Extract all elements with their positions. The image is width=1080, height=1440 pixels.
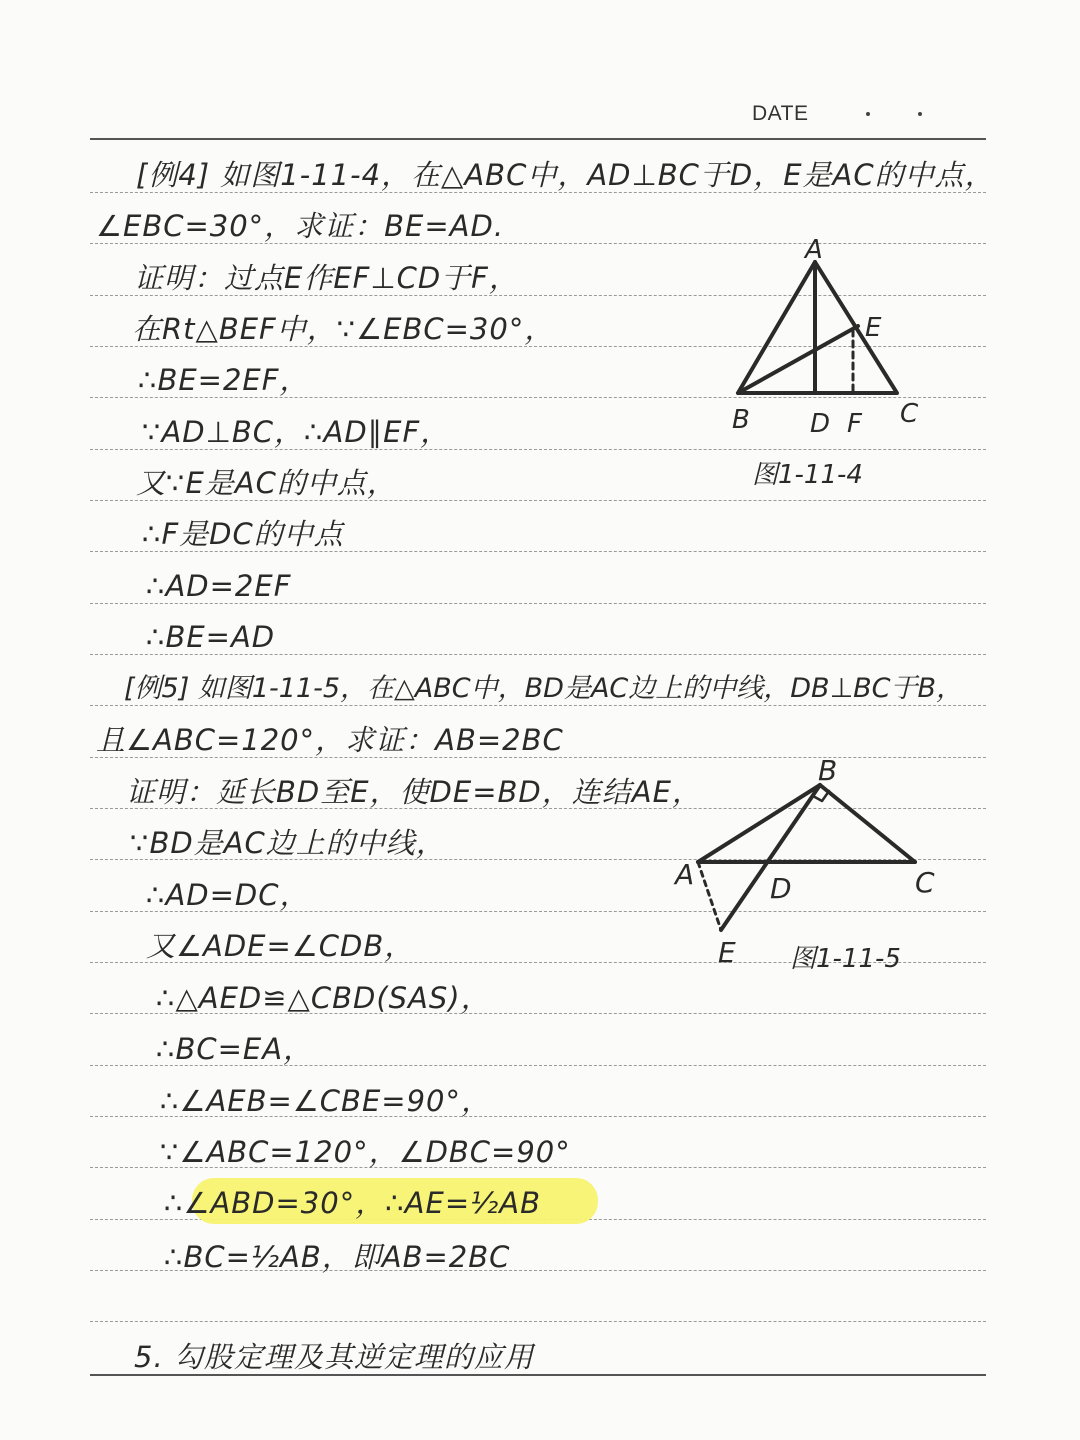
- segment-ae: [698, 862, 721, 930]
- point-label: D: [770, 872, 792, 905]
- point-label: B: [818, 754, 838, 787]
- point-label: E: [865, 313, 882, 343]
- example4-line: [例4] 如图1-11-4，在△ABC中，AD⊥BC于D，E是AC的中点，: [136, 158, 995, 192]
- example5-line: ∴BC=EA，: [156, 1032, 314, 1066]
- point-label: F: [847, 409, 862, 439]
- point-label: A: [675, 858, 695, 891]
- example5-line: ∴BC=½AB，即AB=2BC: [164, 1240, 511, 1274]
- example4-line: ∴AD=2EF: [146, 569, 292, 603]
- example5-line-highlighted: ∴∠ABD=30°，∴AE=½AB: [164, 1186, 541, 1220]
- point-label: C: [900, 399, 919, 429]
- segment-bc: [820, 785, 915, 862]
- example4-line: 又∵E是AC的中点，: [136, 466, 397, 500]
- point-label: D: [810, 409, 831, 439]
- point-label: A: [805, 235, 823, 265]
- example5-line: ∵BD是AC边上的中线，: [130, 826, 446, 860]
- point-label: C: [915, 866, 935, 899]
- example4-line: 证明：过点E作EF⊥CD于F，: [134, 261, 519, 295]
- segment-ab: [698, 785, 820, 862]
- example4-line: ∴BE=2EF，: [138, 363, 310, 397]
- point-label: B: [732, 405, 750, 435]
- point-label: E: [718, 936, 736, 969]
- example4-line: ∴BE=AD: [146, 620, 276, 654]
- figure-caption: 图1-11-5: [790, 944, 901, 974]
- example5-line: 证明：延长BD至E，使DE=BD，连结AE，: [126, 775, 702, 809]
- example5-line: ∴∠AEB=∠CBE=90°，: [160, 1084, 491, 1118]
- example5-line: 又∠ADE=∠CDB，: [146, 929, 415, 963]
- example4-line: ∠EBC=30°，求证：BE=AD.: [96, 209, 505, 243]
- figure-caption: 图1-11-4: [752, 460, 863, 490]
- example5-line: 且∠ABC=120°，求证：AB=2BC: [96, 723, 564, 757]
- example5-line: ∴AD=DC，: [146, 878, 310, 912]
- date-label: DATE: [752, 102, 809, 125]
- example4-line: ∵AD⊥BC，∴AD∥EF，: [142, 415, 451, 449]
- segment-be: [721, 785, 820, 930]
- example4-line: ∴F是DC的中点: [142, 517, 344, 551]
- section-title: 5. 勾股定理及其逆定理的应用: [134, 1340, 534, 1374]
- example5-line: ∵∠ABC=120°，∠DBC=90°: [160, 1135, 571, 1169]
- example4-line: 在Rt△BEF中，∵∠EBC=30°，: [132, 312, 555, 346]
- example5-line: [例5] 如图1-11-5，在△ABC中，BD是AC边上的中线，DB⊥BC于B，: [124, 673, 964, 704]
- example5-line: ∴△AED≌△CBD(SAS)，: [156, 981, 491, 1015]
